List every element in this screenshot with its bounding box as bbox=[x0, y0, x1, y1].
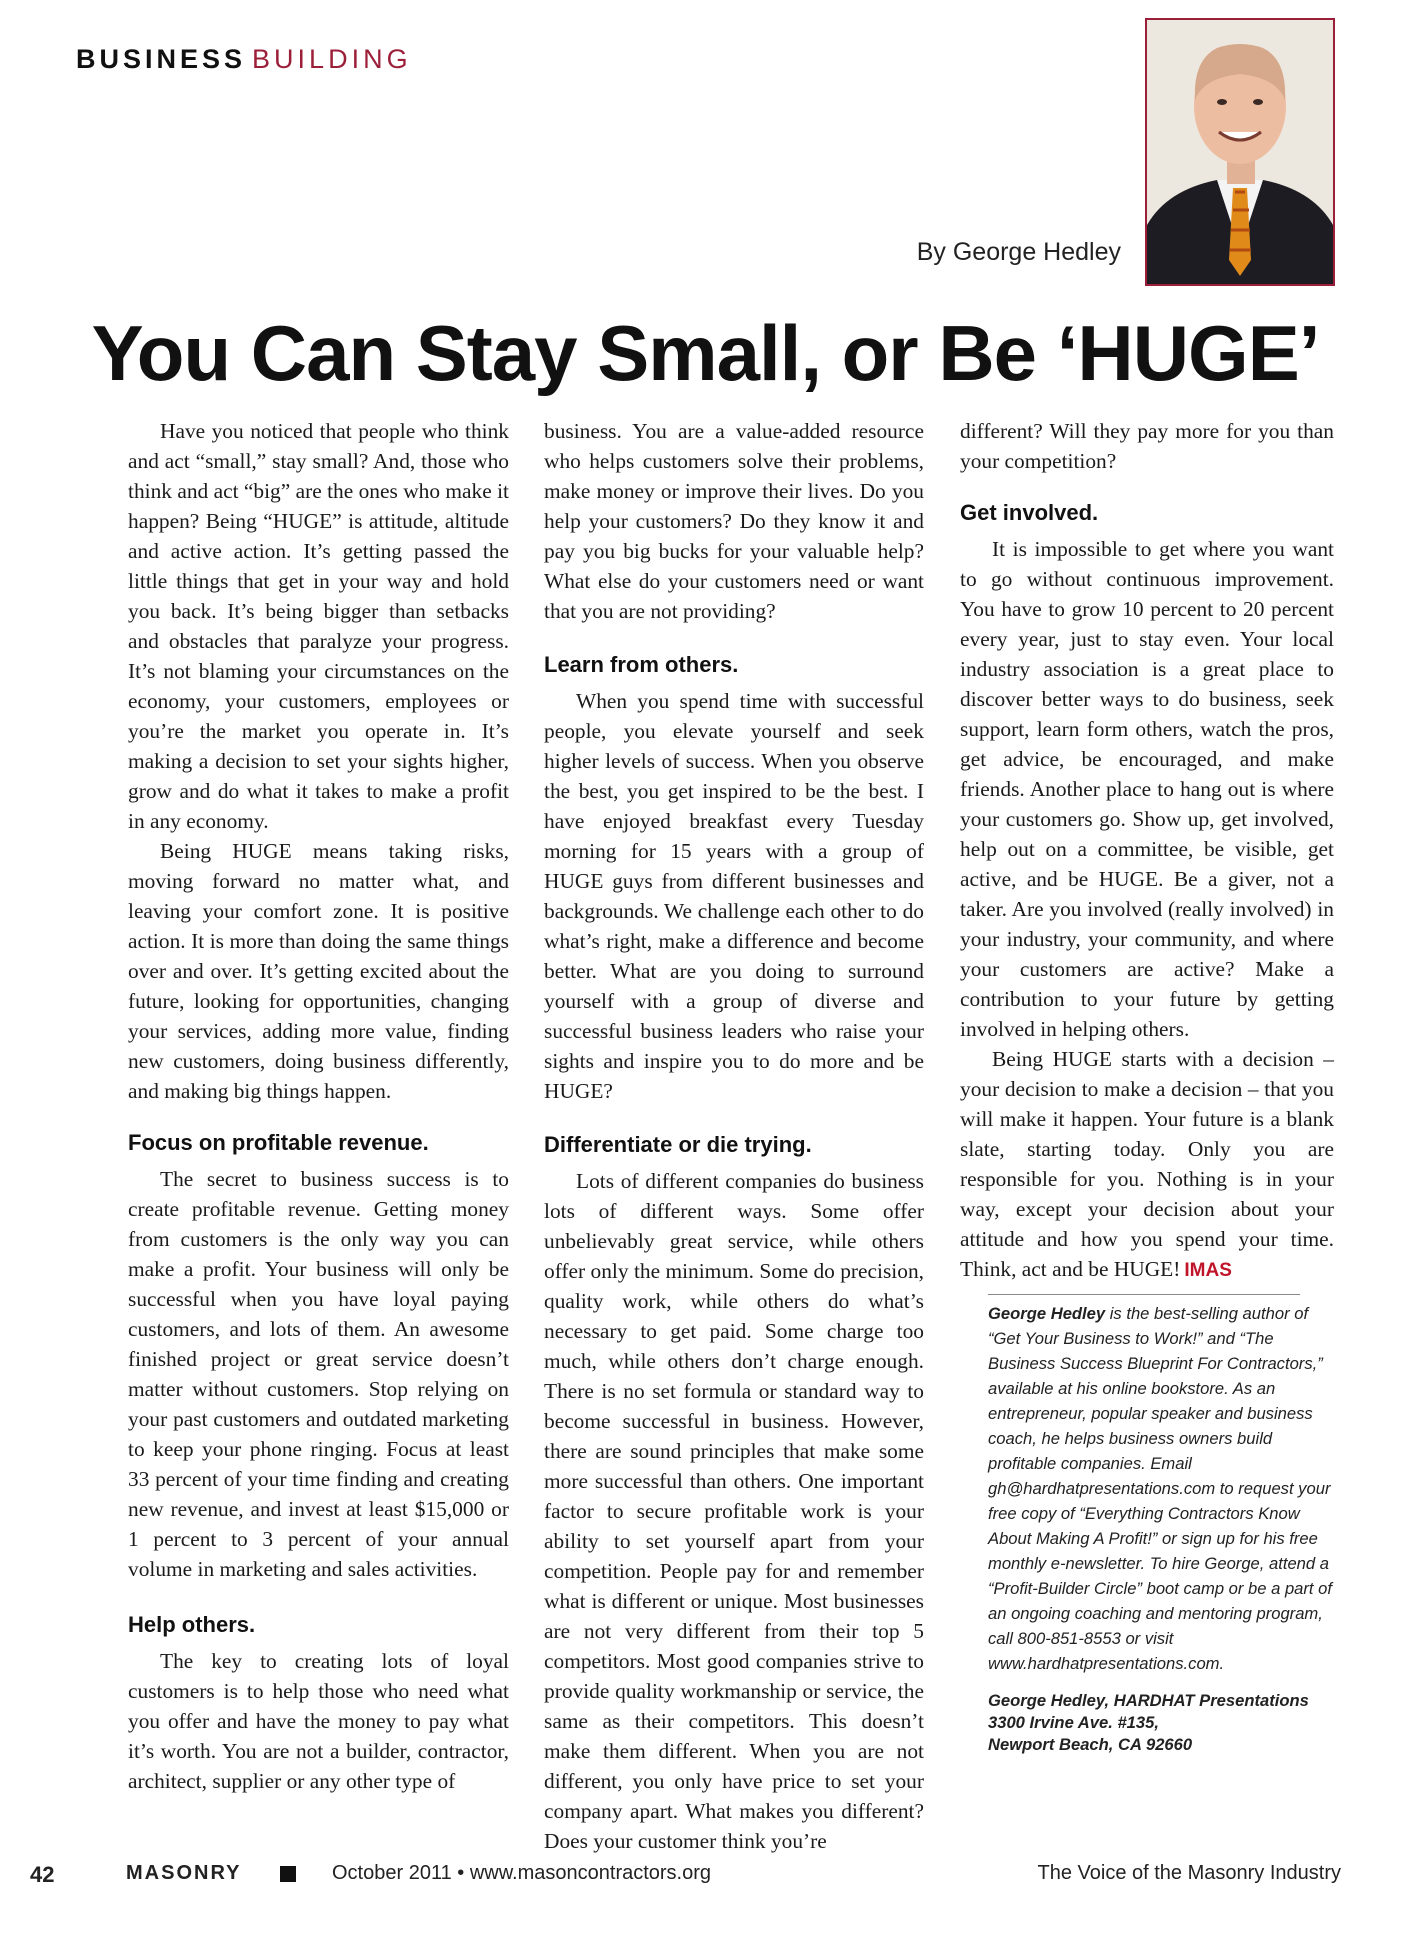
subheading-help: Help others. bbox=[128, 1612, 256, 1637]
page-footer bbox=[30, 1862, 1381, 1892]
bio-divider bbox=[988, 1294, 1300, 1295]
article-title: You Can Stay Small, or Be ‘HUGE’ bbox=[91, 309, 1320, 397]
square-separator-icon bbox=[280, 1866, 296, 1882]
column-2 bbox=[544, 416, 924, 1856]
closing-text: Being HUGE starts with a decision – your decision to make a decision – that you will make it happen. Your future is a blank slate, starting today. Only you are responsible for you. Nothing is in your way, except your decision about your attitude and how you spend your time. Think, act and be HUGE! bbox=[960, 1047, 1334, 1281]
byline: By George Hedley bbox=[916, 238, 1121, 266]
bio-name: George Hedley bbox=[988, 1304, 1106, 1323]
author-portrait-illustration bbox=[1147, 20, 1333, 284]
magazine-name: MASONRY bbox=[126, 1862, 242, 1884]
paragraph: different? Will they pay more for you than your competition? bbox=[960, 419, 1334, 473]
author-photo bbox=[1145, 18, 1335, 286]
column-1 bbox=[128, 416, 509, 1796]
paragraph: It is impossible to get where you want to go without continuous improvement. You have to grow 10 percent to 20 percent every year, just to stay even. Your local industry association is a great place to discover better ways to do business, seek support, learn form others, watch the pros, get advice, be encouraged, and make friends. Another place to hang out is where your customers go. Show up, get involved, help out on a committee, be visible, get active, and be HUGE. Be a giver, not a taker. Are you involved (really involved) in your industry, your community, and where your customers are active? Make a contribution to your future by getting involved in helping others. bbox=[960, 537, 1334, 1041]
section-label bbox=[76, 44, 412, 75]
column-3 bbox=[960, 416, 1334, 1756]
paragraph: Being HUGE means taking risks, moving forward no matter what, and leaving your comfort zone. It is positive action. It is more than doing the same things over and over. It’s getting excited about the future, looking for opportunities, changing your services, adding more value, finding new customers, doing business differently, and making big things happen. bbox=[128, 839, 509, 1103]
author-bio bbox=[988, 1301, 1334, 1676]
paragraph-closing bbox=[960, 1044, 1334, 1286]
paragraph: The key to creating lots of loyal customers is to help those who need what you offer and have the money to pay what it’s worth. You are not a builder, contractor, architect, supplier or any other type of bbox=[128, 1649, 509, 1793]
subheading-involved: Get involved. bbox=[960, 500, 1099, 525]
address-line: Newport Beach, CA 92660 bbox=[988, 1735, 1193, 1754]
paragraph: The secret to business success is to create profitable revenue. Getting money from customers is the only way you can make a profit. Your business will only be successful when you have loyal paying customers, and lots of them. An awesome finished project or great service doesn’t matter without customers. Stop relying on your past customers and outdated marketing to keep your phone ringing. Focus at least 33 percent of your time finding and creating new revenue, and invest at least $15,000 or 1 percent to 3 percent of your annual volume in marketing and sales activities. bbox=[128, 1167, 509, 1581]
page-number: 42 bbox=[30, 1862, 55, 1887]
tagline: The Voice of the Masonry Industry bbox=[1037, 1862, 1341, 1884]
author-address bbox=[988, 1690, 1334, 1756]
section-label-building: BUILDING bbox=[252, 44, 412, 74]
end-mark: IMAS bbox=[1184, 1260, 1232, 1281]
paragraph: When you spend time with successful people, you elevate yourself and seek higher levels of success. When you observe the best, you get inspired to be the best. I have enjoyed breakfast every Tuesday morning for 15 years with a group of HUGE guys from different businesses and backgrounds. We challenge each other to do what’s right, make a difference and become better. What are you doing to surround yourself with a group of diverse and successful business leaders who raise your sights and inspire you to do more and be HUGE? bbox=[544, 689, 924, 1103]
paragraph: Have you noticed that people who think and act “small,” stay small? And, those who think and act “big” are the ones who make it happen? Being “HUGE” is attitude, altitude and active action. It’s getting passed the little things that get in your way and hold you back. It’s being bigger than setbacks and obstacles that paralyze your progress. It’s not blaming your circumstances on the economy, your customers, employees or you’re the market you operate in. It’s making a decision to set your sights higher, grow and do what it takes to make a profit in any economy. bbox=[128, 419, 509, 833]
subheading-focus: Focus on profitable revenue. bbox=[128, 1130, 429, 1155]
subheading-differentiate: Differentiate or die trying. bbox=[544, 1132, 812, 1157]
section-label-business: BUSINESS bbox=[76, 44, 247, 74]
bio-text: is the best-selling author of “Get Your Business to Work!” and “The Business Success Blueprint For Contractors,” available at his online bookstore. As an entrepreneur, popular speaker and business coach, he helps business owners build profitable companies. Email gh@hardhatpresentations.com to request your free copy of “Everything Contractors Know About Making A Profit!” or sign up for his free monthly e-newsletter. To hire George, attend a “Profit-Builder Circle” boot camp or be a part of an ongoing coaching and mentoring program, call 800-851-8553 or visit www.hardhatpresentations.com. bbox=[988, 1304, 1332, 1673]
address-line: George Hedley, HARDHAT Presentations bbox=[988, 1691, 1309, 1710]
paragraph: Lots of different companies do business lots of different ways. Some offer unbelievably great service, while others offer only the minimum. Some do precision, quality work, while others do what’s necessary to get paid. Some charge too much, while others don’t charge enough. There is no set formula or standard way to become successful in business. However, there are sound principles that make some more successful than others. One important factor to secure profitable work is your ability to set yourself apart from your competition. People pay for and remember what is different or unique. Most businesses are not very different from their top 5 competitors. Most good companies strive to provide quality workmanship or service, the same as their competitors. This doesn’t make them different. When you are not different, you only have price to set your company apart. What makes you different? Does your customer think you’re bbox=[544, 1169, 924, 1853]
issue-info: October 2011 • www.masoncontractors.org bbox=[332, 1862, 712, 1884]
address-line: 3300 Irvine Ave. #135, bbox=[988, 1713, 1159, 1732]
subheading-learn: Learn from others. bbox=[544, 652, 739, 677]
paragraph: business. You are a value-added resource who helps customers solve their problems, make money or improve their lives. Do you help your customers? Do they know it and pay you big bucks for your valuable help? What else do your customers need or want that you are not providing? bbox=[544, 419, 924, 623]
